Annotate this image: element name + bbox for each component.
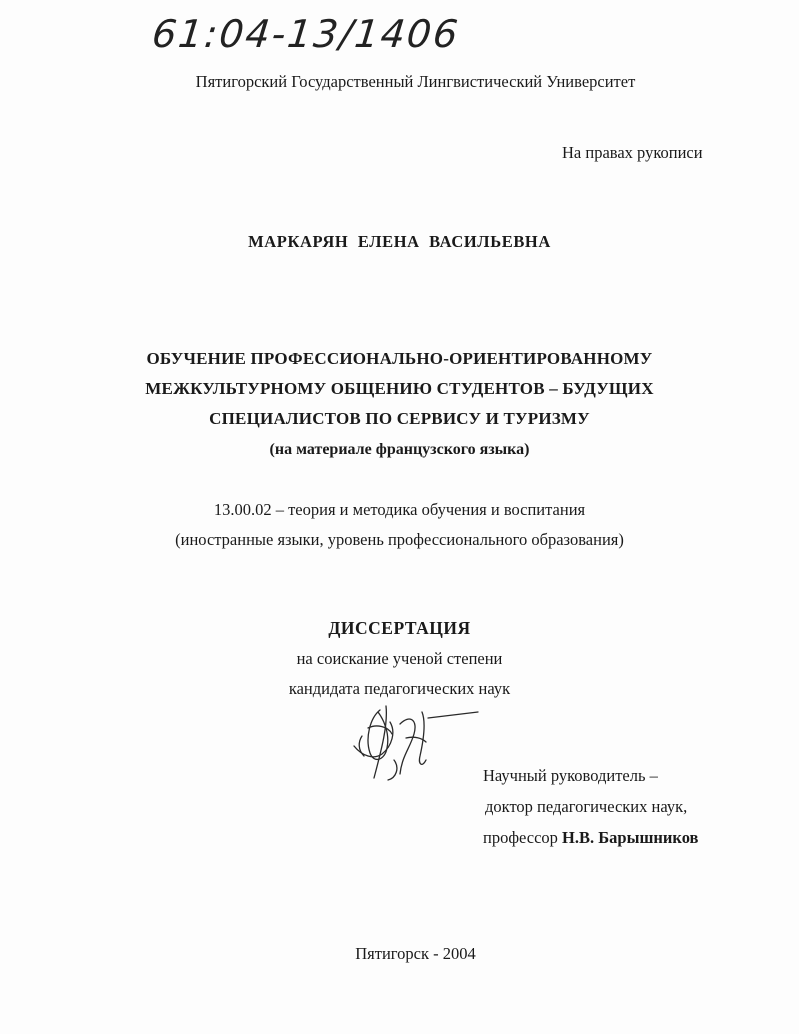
author-signature [340, 698, 490, 788]
document-type: ДИССЕРТАЦИЯ [328, 618, 471, 638]
archive-number: 61:04-13/1406 [150, 12, 462, 56]
supervisor-title: профессор [483, 828, 558, 847]
author-name: МАРКАРЯН ЕЛЕНА ВАСИЛЬЕВНА [248, 232, 551, 251]
dissertation-title-line-3: СПЕЦИАЛИСТОВ ПО СЕРВИСУ И ТУРИЗМУ [209, 409, 590, 428]
university-name: Пятигорский Государственный Лингвистический Университет [195, 72, 636, 91]
supervisor-role: Научный руководитель – [483, 766, 658, 785]
specialty-note: (иностранные языки, уровень профессионального образования) [175, 530, 624, 549]
city-year: Пятигорск - 2004 [355, 944, 476, 963]
dissertation-title-line-1: ОБУЧЕНИЕ ПРОФЕССИОНАЛЬНО-ОРИЕНТИРОВАННОМУ [146, 349, 653, 368]
specialty-code: 13.00.02 – теория и методика обучения и воспитания [213, 500, 586, 519]
supervisor-degree: доктор педагогических наук, [485, 797, 688, 816]
manuscript-rights: На правах рукописи [562, 143, 703, 162]
supervisor-line [483, 828, 698, 848]
dissertation-title-line-2: МЕЖКУЛЬТУРНОМУ ОБЩЕНИЮ СТУДЕНТОВ – БУДУЩИХ [145, 379, 654, 398]
degree-line-2: кандидата педагогических наук [288, 679, 511, 698]
degree-line-1: на соискание ученой степени [296, 649, 503, 668]
supervisor-name: Н.В. Барышников [562, 828, 699, 847]
dissertation-title-note: (на материале французского языка) [269, 441, 530, 458]
